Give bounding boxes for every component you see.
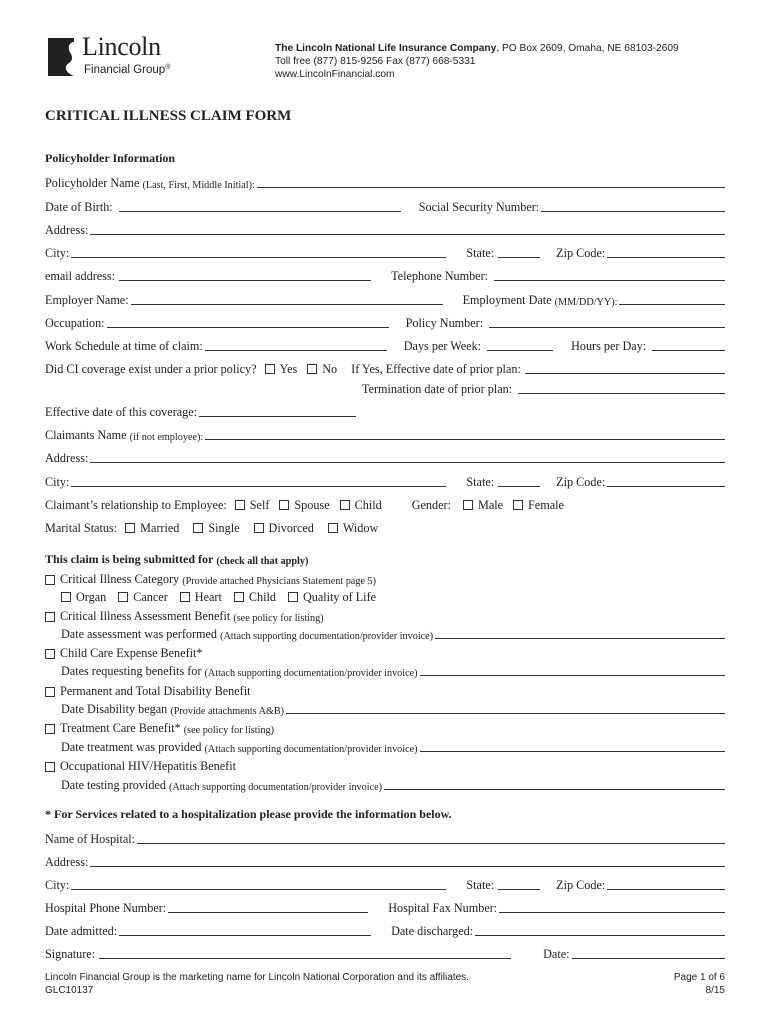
treatment-date-row: Date treatment was provided (Attach supporting documentation/provider invoice): [45, 737, 725, 755]
checkbox-icon[interactable]: [180, 592, 190, 602]
claimant-name-field[interactable]: [205, 439, 725, 440]
form-version: 8/15: [705, 985, 725, 996]
ci-category-row: Critical Illness Category (Provide attached Physicians Statement page 5): [45, 569, 725, 587]
date-discharged-field[interactable]: [475, 935, 725, 936]
checkbox-icon[interactable]: [307, 364, 317, 374]
hospital-heading: * For Services related to a hospitalization please provide the information below.: [45, 807, 452, 821]
disability-date-field[interactable]: [286, 713, 725, 714]
occupation-row: Occupation: Policy Number:: [45, 313, 725, 331]
footer-left: [45, 971, 469, 997]
claimant-name-row: Claimants Name (if not employee):: [45, 425, 725, 443]
logo: [44, 32, 184, 80]
employer-field[interactable]: [131, 304, 443, 305]
claimant-city-row: City: State: Zip Code:: [45, 472, 725, 490]
marital-widow-option[interactable]: Widow: [328, 521, 378, 536]
disability-checkbox[interactable]: [45, 687, 55, 697]
employer-row: Employer Name: Employment Date (MM/DD/YY):: [45, 290, 725, 308]
prior-policy-row: Did CI coverage exist under a prior policy? Yes No If Yes, Effective date of prior plan:: [45, 359, 725, 377]
hospital-name-field[interactable]: [137, 843, 725, 844]
address-field[interactable]: [90, 234, 725, 235]
disability-date-row: Date Disability began (Provide attachments A&B): [45, 699, 725, 717]
treatment-date-field[interactable]: [420, 751, 725, 752]
relationship-row: Claimant’s relationship to Employee: Self Spouse Child Gender: Male Female: [45, 498, 564, 512]
checkbox-icon[interactable]: [288, 592, 298, 602]
policy-number-field[interactable]: [489, 327, 725, 328]
treatment-row: Treatment Care Benefit* (see policy for listing): [45, 718, 725, 736]
policyholder-name-field[interactable]: [257, 187, 725, 188]
footer-right: [674, 971, 725, 997]
checkbox-icon[interactable]: [193, 523, 203, 533]
assessment-row: Critical Illness Assessment Benefit (see policy for listing): [45, 606, 725, 624]
company-name: The Lincoln National Life Insurance Company: [275, 43, 497, 54]
hospital-city-field[interactable]: [71, 889, 446, 890]
policyholder-heading: Policyholder Information: [45, 151, 176, 165]
checkbox-icon[interactable]: [254, 523, 264, 533]
company-address: , PO Box 2609, Omaha, NE 68103-2609: [496, 43, 679, 54]
treatment-checkbox[interactable]: [45, 724, 55, 734]
footer-form-code: GLC10137: [45, 985, 94, 996]
hospital-dates-row: Date admitted: Date discharged:: [45, 921, 725, 939]
signature-row: Signature: Date:: [45, 944, 725, 962]
checkbox-icon[interactable]: [61, 592, 71, 602]
signature-date-field[interactable]: [572, 958, 725, 959]
checkbox-icon[interactable]: [328, 523, 338, 533]
hiv-checkbox[interactable]: [45, 762, 55, 772]
dob-field[interactable]: [119, 211, 401, 212]
hospital-address-field[interactable]: [90, 866, 725, 867]
cancer-option[interactable]: Cancer: [118, 590, 168, 605]
claimant-address-row: Address:: [45, 448, 725, 466]
childcare-checkbox[interactable]: [45, 649, 55, 659]
lincoln-silhouette-icon: [44, 36, 82, 78]
disability-row: Permanent and Total Disability Benefit: [45, 681, 725, 699]
date-admitted-field[interactable]: [119, 935, 371, 936]
claim-heading: This claim is being submitted for (check all that apply): [45, 552, 309, 567]
childcare-row: Child Care Expense Benefit*: [45, 643, 725, 661]
hiv-date-row: Date testing provided (Attach supporting documentation/provider invoice): [45, 775, 725, 793]
prior-termination-row: Termination date of prior plan:: [45, 379, 725, 397]
hospital-city-row: City: State: Zip Code:: [45, 875, 725, 893]
hiv-row: Occupational HIV/Hepatitis Benefit: [45, 756, 725, 774]
hospital-fax-field[interactable]: [499, 912, 725, 913]
hospital-zip-field[interactable]: [607, 889, 725, 890]
hours-per-day-field[interactable]: [652, 350, 725, 351]
claimant-address-field[interactable]: [90, 462, 725, 463]
child-option[interactable]: Child: [234, 590, 276, 605]
quality-of-life-option[interactable]: Quality of Life: [288, 590, 376, 605]
prior-no-option[interactable]: No: [307, 362, 337, 377]
page-title: CRITICAL ILLNESS CLAIM FORM: [45, 108, 292, 124]
heart-option[interactable]: Heart: [180, 590, 222, 605]
hospital-phone-field[interactable]: [168, 912, 368, 913]
claimant-state-field[interactable]: [498, 486, 540, 487]
relationship-child-option[interactable]: Child: [340, 498, 382, 513]
relationship-self-option[interactable]: Self: [235, 498, 270, 513]
checkbox-icon[interactable]: [513, 500, 523, 510]
ci-category-checkbox[interactable]: [45, 575, 55, 585]
hospital-phone-row: Hospital Phone Number: Hospital Fax Number:: [45, 898, 725, 916]
checkbox-icon[interactable]: [125, 523, 135, 533]
claimant-zip-field[interactable]: [607, 486, 725, 487]
checkbox-icon[interactable]: [279, 500, 289, 510]
email-phone-row: email address: Telephone Number:: [45, 266, 725, 284]
page-number: Page 1 of 6: [673, 972, 725, 983]
footer-marketing: Lincoln Financial Group is the marketing name for Lincoln National Corporation and its affiliates.: [45, 972, 469, 983]
claimant-city-field[interactable]: [71, 486, 446, 487]
employment-date-field[interactable]: [619, 304, 725, 305]
organ-option[interactable]: Organ: [61, 590, 106, 605]
childcare-dates-row: Dates requesting benefits for (Attach supporting documentation/provider invoice): [45, 661, 725, 679]
ci-subcategory-row: [45, 587, 725, 605]
work-schedule-row: Work Schedule at time of claim: Days per Week: Hours per Day:: [45, 336, 725, 354]
effective-coverage-row: Effective date of this coverage:: [45, 402, 725, 420]
telephone-field[interactable]: [494, 280, 725, 281]
logo-sub: Financial Group®: [84, 64, 171, 76]
marital-divorced-option[interactable]: Divorced: [254, 521, 314, 536]
checkbox-icon[interactable]: [265, 364, 275, 374]
prior-yes-option[interactable]: Yes: [265, 362, 298, 377]
assessment-date-row: Date assessment was performed (Attach supporting documentation/provider invoice): [45, 624, 725, 642]
hiv-date-field[interactable]: [384, 789, 725, 790]
hospital-address-row: Address:: [45, 852, 725, 870]
company-phone: Toll free (877) 815-9256 Fax (877) 668-5331: [275, 56, 476, 67]
childcare-dates-field[interactable]: [420, 675, 725, 676]
state-field[interactable]: [498, 257, 540, 258]
relationship-spouse-option[interactable]: Spouse: [279, 498, 329, 513]
logo-name: Lincoln: [82, 32, 161, 61]
checkbox-icon[interactable]: [235, 500, 245, 510]
marital-married-option[interactable]: Married: [125, 521, 179, 536]
work-schedule-field[interactable]: [205, 350, 387, 351]
address-row: Address:: [45, 220, 725, 238]
occupation-field[interactable]: [107, 327, 389, 328]
effective-coverage-field[interactable]: [199, 416, 356, 417]
checkbox-icon[interactable]: [340, 500, 350, 510]
zip-field[interactable]: [607, 257, 725, 258]
city-field[interactable]: [71, 257, 446, 258]
email-field[interactable]: [119, 280, 371, 281]
ssn-field[interactable]: [541, 211, 725, 212]
hospital-state-field[interactable]: [498, 889, 540, 890]
checkbox-icon[interactable]: [118, 592, 128, 602]
hospital-name-row: Name of Hospital:: [45, 829, 725, 847]
company-web: www.LincolnFinancial.com: [275, 69, 395, 80]
company-info: [275, 42, 679, 81]
policyholder-name-row: Policyholder Name (Last, First, Middle Initial):: [45, 173, 725, 191]
marital-row: Marital Status: Married Single Divorced Widow: [45, 521, 379, 535]
checkbox-icon[interactable]: [463, 500, 473, 510]
marital-single-option[interactable]: Single: [193, 521, 239, 536]
checkbox-icon[interactable]: [234, 592, 244, 602]
prior-effective-field[interactable]: [525, 373, 725, 374]
gender-male-option[interactable]: Male: [463, 498, 503, 513]
assessment-date-field[interactable]: [435, 638, 725, 639]
prior-termination-field[interactable]: [518, 393, 725, 394]
days-per-week-field[interactable]: [487, 350, 553, 351]
gender-female-option[interactable]: Female: [513, 498, 564, 513]
signature-field[interactable]: [99, 958, 511, 959]
dob-ssn-row: Date of Birth: Social Security Number:: [45, 197, 725, 215]
assessment-checkbox[interactable]: [45, 612, 55, 622]
city-row: City: State: Zip Code:: [45, 243, 725, 261]
